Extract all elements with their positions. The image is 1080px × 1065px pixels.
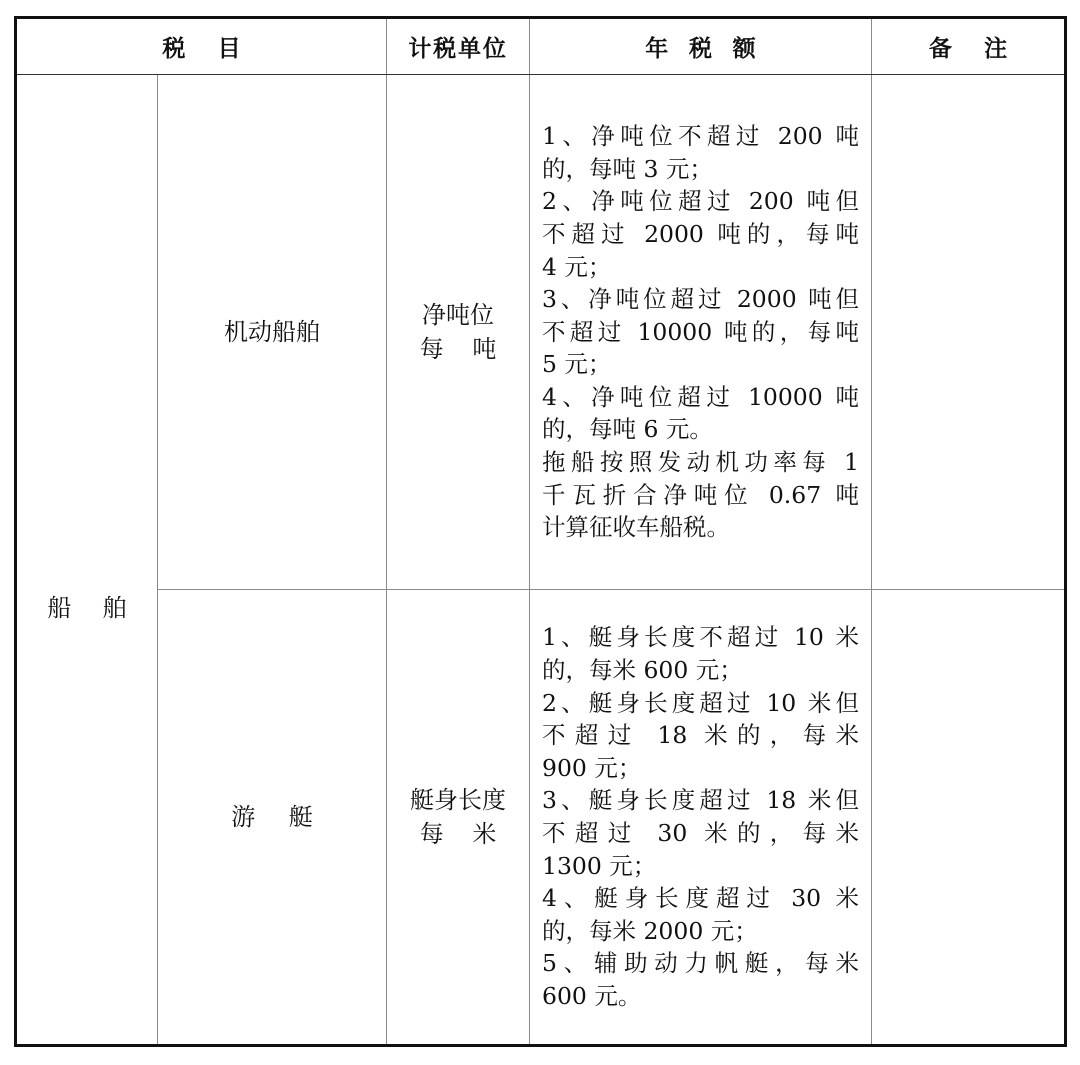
- subitem-label: 机动船舶: [224, 318, 320, 346]
- amount-line: 4、艇身长度超过 30 米: [542, 884, 859, 913]
- amount-line: 计算征收车船税。: [542, 513, 730, 542]
- vessel-tax-table: [14, 16, 1067, 1047]
- amount-line: 的，每米 600 元；: [542, 656, 743, 685]
- amount-line: 3、净吨位超过 2000 吨但: [542, 285, 859, 314]
- header-tax-item: 税目: [16, 18, 387, 75]
- amount-line: 600 元。: [542, 981, 642, 1010]
- amount-cell: [530, 75, 872, 590]
- amount-line: 2、艇身长度超过 10 米但: [542, 688, 859, 717]
- amount-line: 1、艇身长度不超过 10 米: [542, 623, 859, 652]
- subitem-cell: [158, 590, 387, 1046]
- amount-line: 的，每吨 6 元。: [542, 415, 713, 444]
- subitem-cell: [158, 75, 387, 590]
- header-annual-amount: 年税额: [530, 18, 872, 75]
- subitem-label: 游艇: [231, 803, 347, 831]
- amount-line: 的，每吨 3 元；: [542, 154, 713, 183]
- amount-line: 的，每米 2000 元；: [542, 916, 758, 945]
- table-row: [16, 75, 1066, 590]
- amount-line: 1300 元；: [542, 851, 657, 880]
- amount-line: 4 元；: [542, 252, 612, 281]
- amount-line: 900 元；: [542, 753, 642, 782]
- amount-line: 5 元；: [542, 350, 612, 379]
- unit-line-1: 艇身长度: [410, 786, 506, 814]
- amount-line: 4、净吨位超过 10000 吨: [542, 382, 859, 411]
- category-cell: [16, 75, 158, 1046]
- amount-line: 1、净吨位不超过 200 吨: [542, 122, 859, 151]
- table-row: [16, 590, 1066, 1046]
- note-cell: [872, 590, 1066, 1046]
- unit-cell: [387, 590, 530, 1046]
- amount-line: 千瓦折合净吨位 0.67 吨: [542, 480, 859, 509]
- amount-line: 不超过 18 米的，每米: [542, 721, 859, 750]
- unit-line-2: 每米: [419, 820, 526, 848]
- header-note: 备注: [872, 18, 1066, 75]
- amount-line: 不超过 10000 吨的，每吨: [542, 317, 859, 346]
- note-cell: [872, 75, 1066, 590]
- amount-line: 拖船按照发动机功率每 1: [542, 448, 859, 477]
- amount-cell: [530, 590, 872, 1046]
- unit-line-1: 净吨位: [422, 301, 494, 329]
- amount-line: 不超过 30 米的，每米: [542, 819, 859, 847]
- unit-line-2: 每吨: [419, 335, 526, 363]
- table-header-row: [16, 18, 1066, 75]
- category-label: 船舶: [47, 593, 158, 622]
- unit-cell: [387, 75, 530, 590]
- header-tax-unit: 计税单位: [387, 18, 530, 75]
- amount-line: 5、辅助动力帆艇，每米: [542, 949, 859, 978]
- amount-line: 2、净吨位超过 200 吨但: [542, 187, 859, 216]
- amount-line: 3、艇身长度超过 18 米但: [542, 786, 859, 815]
- amount-line: 不超过 2000 吨的，每吨: [542, 219, 859, 248]
